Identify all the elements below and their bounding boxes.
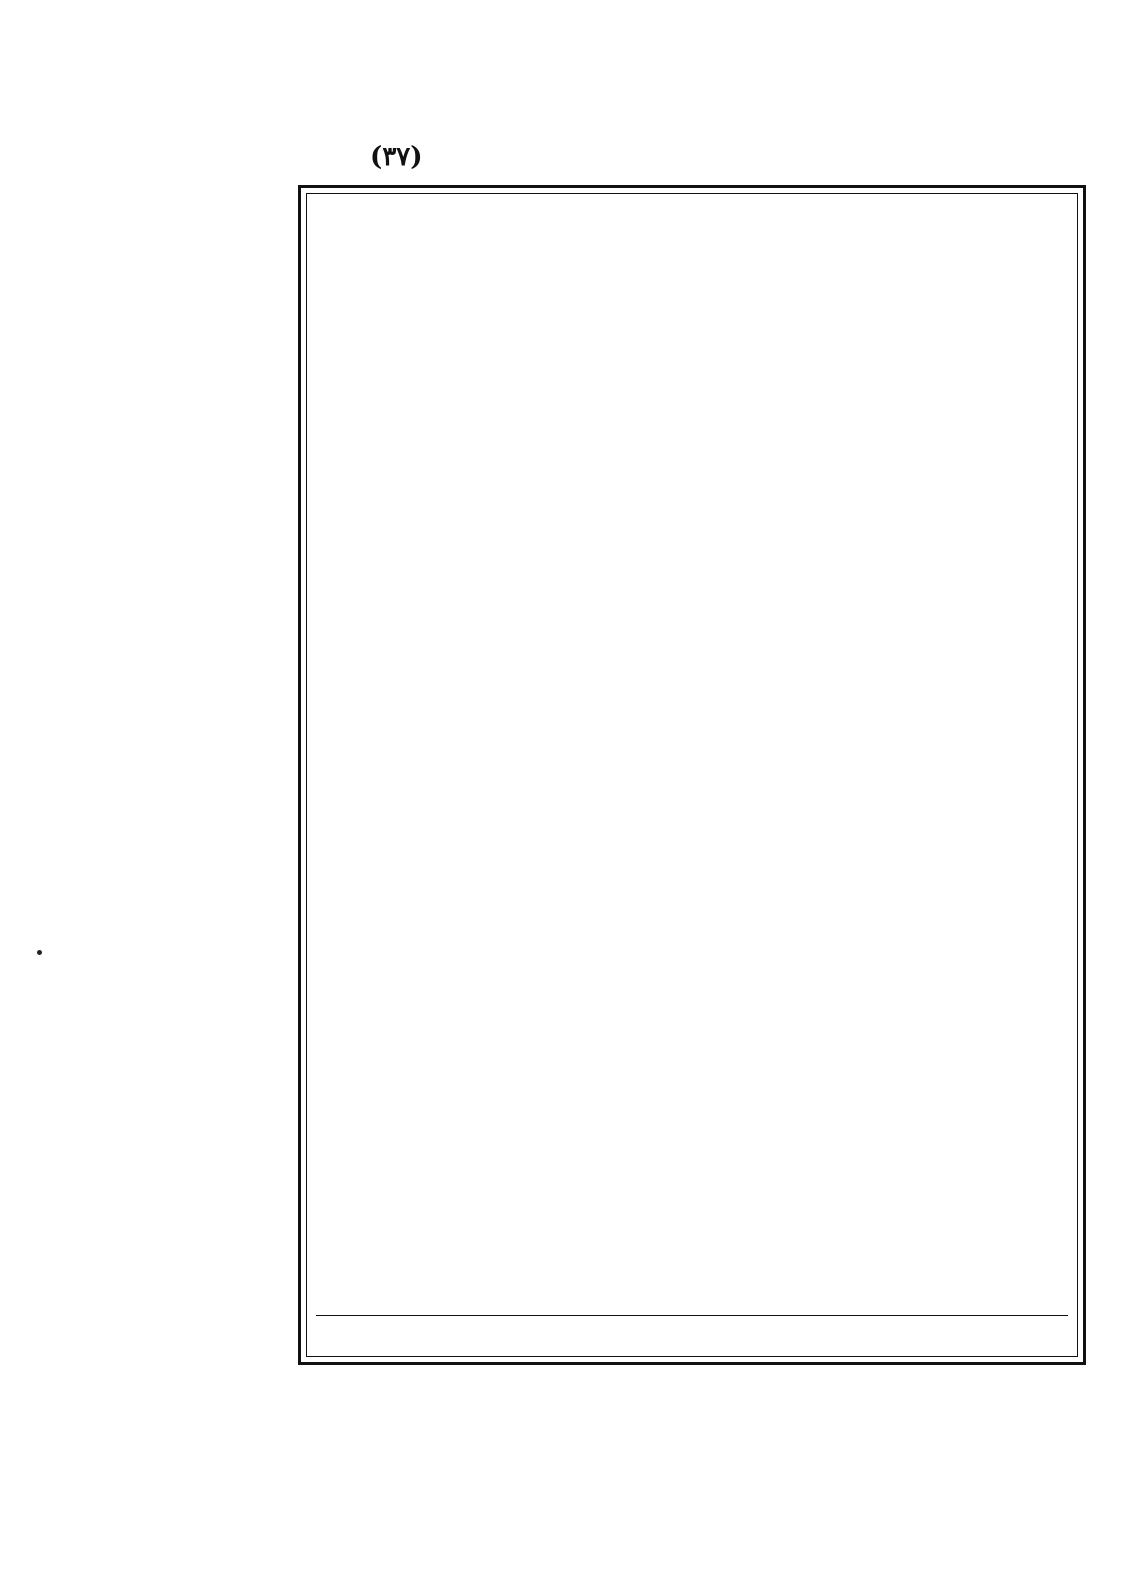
side-margin-line <box>32 1261 294 1287</box>
main-text-line <box>316 786 1068 812</box>
main-text-line <box>316 1100 1068 1126</box>
main-text-line <box>316 1048 1068 1074</box>
main-text-line <box>316 708 1068 734</box>
page-number: (٣٧) <box>370 142 423 172</box>
side-margin-line <box>32 433 294 459</box>
side-margin-line <box>32 654 294 680</box>
main-text-line <box>316 1258 1068 1284</box>
side-margin-line <box>32 930 294 956</box>
main-text <box>316 210 1068 1310</box>
main-text-line <box>316 420 1068 446</box>
side-margin-line <box>32 709 294 735</box>
side-margin-line <box>32 544 294 570</box>
side-margin-line <box>32 627 294 653</box>
main-text-line <box>316 1231 1068 1257</box>
side-margin-line <box>32 820 294 846</box>
main-text-line <box>316 996 1068 1022</box>
main-text-line <box>316 734 1068 760</box>
main-text-line <box>316 1022 1068 1048</box>
side-margin-line <box>32 240 294 266</box>
bottom-margin-line <box>84 1427 1092 1453</box>
bottom-margin-line <box>84 1399 1092 1425</box>
side-margin-line <box>32 406 294 432</box>
side-margin-line <box>32 1289 294 1315</box>
top-margin-text <box>84 34 1092 196</box>
top-margin-line <box>84 61 1092 87</box>
main-text-line <box>316 262 1068 288</box>
side-margin-line <box>32 185 294 211</box>
side-margin-line <box>32 1013 294 1039</box>
main-text-line <box>316 943 1068 969</box>
main-text-line <box>316 550 1068 576</box>
bottom-margin-line <box>84 1372 1092 1398</box>
side-margin-line <box>32 764 294 790</box>
main-text-line <box>316 289 1068 315</box>
main-text-line <box>316 367 1068 393</box>
main-text-line <box>316 812 1068 838</box>
bottom-margin-text <box>84 1372 1092 1562</box>
main-text-line <box>316 524 1068 550</box>
main-text-line <box>316 210 1068 236</box>
side-margin-line <box>32 958 294 984</box>
main-text-line <box>316 891 1068 917</box>
side-margin-line <box>32 323 294 349</box>
side-margin-line <box>32 985 294 1011</box>
main-text-line <box>316 1074 1068 1100</box>
main-text-line <box>316 1284 1068 1310</box>
side-margin-line <box>32 1178 294 1204</box>
top-margin-line <box>84 116 1092 142</box>
footnote-line <box>316 1318 1068 1341</box>
side-margin-line <box>32 1040 294 1066</box>
main-text-line <box>316 969 1068 995</box>
side-margin-line <box>32 461 294 487</box>
side-margin-line <box>32 1096 294 1122</box>
ink-dot <box>37 950 42 955</box>
main-text-line <box>316 393 1068 419</box>
side-margin-text <box>32 185 294 1370</box>
side-margin-line <box>32 268 294 294</box>
side-margin-line <box>32 213 294 239</box>
main-text-line <box>316 629 1068 655</box>
main-text-line <box>316 839 1068 865</box>
bottom-margin-line <box>84 1481 1092 1507</box>
side-margin-line <box>32 599 294 625</box>
side-margin-line <box>32 1206 294 1232</box>
side-margin-line <box>32 1316 294 1342</box>
main-text-line <box>316 315 1068 341</box>
bottom-margin-line <box>84 1536 1092 1562</box>
bottom-margin-line <box>84 1509 1092 1535</box>
top-margin-line <box>84 88 1092 114</box>
side-margin-line <box>32 1151 294 1177</box>
main-text-line <box>316 236 1068 262</box>
main-text-line <box>316 472 1068 498</box>
side-margin-line <box>32 489 294 515</box>
side-margin-line <box>32 682 294 708</box>
main-text-line <box>316 760 1068 786</box>
main-text-line <box>316 681 1068 707</box>
side-margin-line <box>32 1123 294 1149</box>
side-margin-line <box>32 792 294 818</box>
side-margin-line <box>32 378 294 404</box>
side-margin-line <box>32 847 294 873</box>
footnote-line <box>316 1341 1068 1364</box>
footnote-divider <box>316 1315 1068 1316</box>
top-margin-line <box>84 34 1092 60</box>
main-text-line <box>316 446 1068 472</box>
side-margin-line <box>32 902 294 928</box>
side-margin-line <box>32 1344 294 1370</box>
side-margin-line <box>32 737 294 763</box>
main-text-line <box>316 1153 1068 1179</box>
top-margin-line <box>84 143 1092 169</box>
side-margin-line <box>32 571 294 597</box>
main-text-line <box>316 603 1068 629</box>
bottom-margin-line <box>84 1454 1092 1480</box>
side-margin-line <box>32 1234 294 1260</box>
side-margin-line <box>32 351 294 377</box>
main-text-line <box>316 498 1068 524</box>
main-text-line <box>316 577 1068 603</box>
footnotes <box>316 1318 1068 1364</box>
main-text-line <box>316 1127 1068 1153</box>
side-margin-line <box>32 295 294 321</box>
side-margin-line <box>32 516 294 542</box>
main-text-line <box>316 1179 1068 1205</box>
main-text-line <box>316 655 1068 681</box>
main-text-line <box>316 341 1068 367</box>
side-margin-line <box>32 1068 294 1094</box>
main-text-line <box>316 1205 1068 1231</box>
main-text-line <box>316 865 1068 891</box>
side-margin-line <box>32 875 294 901</box>
main-text-line <box>316 917 1068 943</box>
